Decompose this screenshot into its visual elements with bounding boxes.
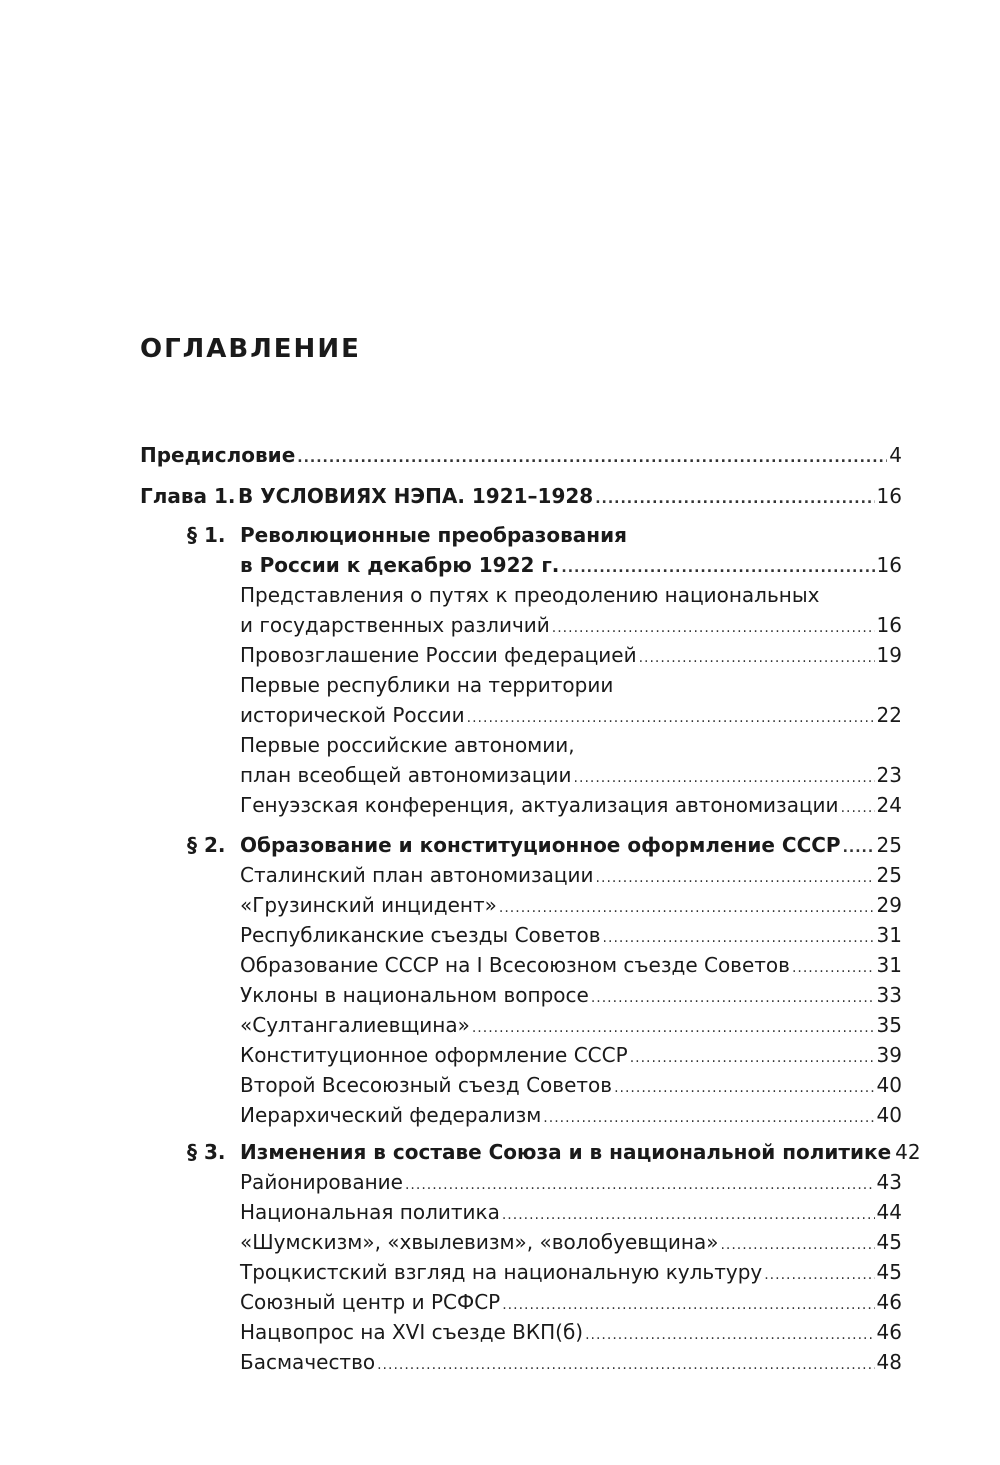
toc-page-number: 29 bbox=[876, 893, 902, 917]
dot-leader bbox=[603, 923, 875, 953]
toc-subentry-line1[interactable]: Первые республики на территории bbox=[240, 673, 614, 697]
dot-leader bbox=[841, 793, 875, 823]
toc-page-number: 35 bbox=[876, 1013, 902, 1037]
toc-subentry-line1[interactable]: Первые российские автономии, bbox=[240, 733, 575, 757]
toc-page-number: 31 bbox=[876, 923, 902, 947]
toc-entry-title: Образование СССР на I Всесоюзном съезде Советов bbox=[240, 953, 790, 977]
toc-entry-title: исторической России bbox=[240, 703, 465, 727]
toc-subentry[interactable] bbox=[240, 1100, 902, 1130]
toc-page-number: 43 bbox=[876, 1170, 902, 1194]
toc-page-number: 25 bbox=[876, 833, 902, 857]
dot-leader bbox=[502, 1200, 875, 1230]
dot-leader bbox=[595, 484, 874, 514]
page-title: ОГЛАВЛЕНИЕ bbox=[140, 334, 361, 364]
dot-leader bbox=[843, 833, 875, 863]
toc-entry-title: Басмачество bbox=[240, 1350, 376, 1374]
toc-entry-title: Нацвопрос на XVI съезде ВКП(б) bbox=[240, 1320, 584, 1344]
dot-leader bbox=[297, 443, 887, 473]
toc-page-number: 42 bbox=[895, 1140, 921, 1164]
toc-entry-title: и государственных различий bbox=[240, 613, 550, 637]
toc-page-number: 40 bbox=[876, 1103, 902, 1127]
toc-page-number: 44 bbox=[876, 1200, 902, 1224]
toc-entry-chapter-1[interactable] bbox=[238, 481, 902, 511]
toc-page-number: 22 bbox=[876, 703, 902, 727]
toc-entry-title: Национальная политика bbox=[240, 1200, 500, 1224]
toc-subentry-line1[interactable]: Представления о путях к преодолению национальных bbox=[240, 583, 820, 607]
toc-entry-title: в России к декабрю 1922 г. bbox=[240, 553, 560, 577]
toc-entry-title: Генуэзская конференция, актуализация автономизации bbox=[240, 793, 839, 817]
toc-subentry[interactable] bbox=[240, 760, 902, 790]
toc-page-number: 16 bbox=[876, 484, 902, 508]
toc-entry-title: Районирование bbox=[240, 1170, 403, 1194]
section-label: § 3. bbox=[187, 1140, 226, 1164]
toc-page-number: 24 bbox=[876, 793, 902, 817]
toc-entry-preface[interactable] bbox=[140, 440, 902, 470]
toc-page-number: 46 bbox=[876, 1290, 902, 1314]
toc-page-number: 16 bbox=[876, 553, 902, 577]
dot-leader bbox=[792, 953, 875, 983]
toc-entry-title: Конституционное оформление СССР bbox=[240, 1043, 628, 1067]
toc-subentry[interactable] bbox=[240, 790, 902, 820]
toc-subentry[interactable] bbox=[240, 1227, 902, 1257]
toc-entry-section-3[interactable] bbox=[240, 1137, 921, 1167]
toc-entry-title: Уклоны в национальном вопросе bbox=[240, 983, 589, 1007]
toc-subentry[interactable] bbox=[240, 920, 902, 950]
toc-page-number: 16 bbox=[876, 613, 902, 637]
dot-leader bbox=[614, 1073, 874, 1103]
dot-leader bbox=[405, 1170, 875, 1200]
section-label: § 2. bbox=[187, 833, 226, 857]
dot-leader bbox=[502, 1290, 874, 1320]
dot-leader bbox=[720, 1230, 874, 1260]
dot-leader bbox=[543, 1103, 874, 1133]
dot-leader bbox=[585, 1320, 874, 1350]
toc-subentry[interactable] bbox=[240, 860, 902, 890]
toc-page-number: 45 bbox=[876, 1260, 902, 1284]
dot-leader bbox=[630, 1043, 875, 1073]
toc-entry-title: Изменения в составе Союза и в национальной политике bbox=[240, 1140, 892, 1164]
dot-leader bbox=[467, 703, 875, 733]
dot-leader bbox=[639, 643, 875, 673]
dot-leader bbox=[596, 863, 875, 893]
toc-subentry[interactable] bbox=[240, 1197, 902, 1227]
toc-page-number: 46 bbox=[876, 1320, 902, 1344]
toc-page-number: 45 bbox=[876, 1230, 902, 1254]
toc-subentry[interactable] bbox=[240, 1317, 902, 1347]
toc-entry-title: Троцкистский взгляд на национальную культуру bbox=[240, 1260, 763, 1284]
dot-leader bbox=[377, 1350, 874, 1380]
toc-subentry[interactable] bbox=[240, 700, 902, 730]
dot-leader bbox=[574, 763, 875, 793]
dot-leader bbox=[552, 613, 875, 643]
toc-entry-title: «Грузинский инцидент» bbox=[240, 893, 497, 917]
toc-subentry[interactable] bbox=[240, 1010, 902, 1040]
toc-entry-title: Республиканские съезды Советов bbox=[240, 923, 601, 947]
toc-entry-title: план всеобщей автономизации bbox=[240, 763, 572, 787]
toc-entry-title: Предисловие bbox=[140, 443, 296, 467]
toc-entry-title: «Султангалиевщина» bbox=[240, 1013, 470, 1037]
toc-subentry[interactable] bbox=[240, 640, 902, 670]
chapter-label: Глава 1. bbox=[140, 484, 236, 508]
toc-page-number: 48 bbox=[876, 1350, 902, 1374]
toc-page-number: 40 bbox=[876, 1073, 902, 1097]
toc-subentry[interactable] bbox=[240, 1070, 902, 1100]
toc-entry-title: Образование и конституционное оформление СССР bbox=[240, 833, 841, 857]
toc-entry-title: «Шумскизм», «хвылевизм», «волобуевщина» bbox=[240, 1230, 719, 1254]
toc-entry-title: Иерархический федерализм bbox=[240, 1103, 542, 1127]
toc-subentry[interactable] bbox=[240, 980, 902, 1010]
toc-entry-title: Сталинский план автономизации bbox=[240, 863, 594, 887]
toc-entry-title: Второй Всесоюзный съезд Советов bbox=[240, 1073, 613, 1097]
toc-subentry[interactable] bbox=[240, 950, 902, 980]
toc-subentry[interactable] bbox=[240, 610, 902, 640]
toc-entry-title: Союзный центр и РСФСР bbox=[240, 1290, 501, 1314]
toc-page-number: 19 bbox=[876, 643, 902, 667]
toc-subentry[interactable] bbox=[240, 1167, 902, 1197]
section-label: § 1. bbox=[187, 523, 226, 547]
toc-page-number: 25 bbox=[876, 863, 902, 887]
toc-subentry[interactable] bbox=[240, 890, 902, 920]
dot-leader bbox=[499, 893, 875, 923]
toc-entry-title: Провозглашение России федерацией bbox=[240, 643, 637, 667]
toc-subentry[interactable] bbox=[240, 1040, 902, 1070]
dot-leader bbox=[472, 1013, 875, 1043]
toc-page-number: 33 bbox=[876, 983, 902, 1007]
toc-entry-section-2[interactable] bbox=[240, 830, 902, 860]
dot-leader bbox=[561, 553, 874, 583]
toc-subentry[interactable] bbox=[240, 1257, 902, 1287]
toc-page-number: 4 bbox=[889, 443, 902, 467]
toc-page-number: 39 bbox=[876, 1043, 902, 1067]
toc-page-number: 31 bbox=[876, 953, 902, 977]
toc-entry-title: В УСЛОВИЯХ НЭПА. 1921–1928 bbox=[238, 484, 594, 508]
toc-entry-section-1[interactable] bbox=[240, 550, 902, 580]
toc-subentry[interactable] bbox=[240, 1347, 902, 1377]
toc-page-number: 23 bbox=[876, 763, 902, 787]
dot-leader bbox=[764, 1260, 874, 1290]
dot-leader bbox=[591, 983, 875, 1013]
toc-entry-section-1-line1[interactable]: Революционные преобразования bbox=[240, 523, 627, 547]
toc-subentry[interactable] bbox=[240, 1287, 902, 1317]
